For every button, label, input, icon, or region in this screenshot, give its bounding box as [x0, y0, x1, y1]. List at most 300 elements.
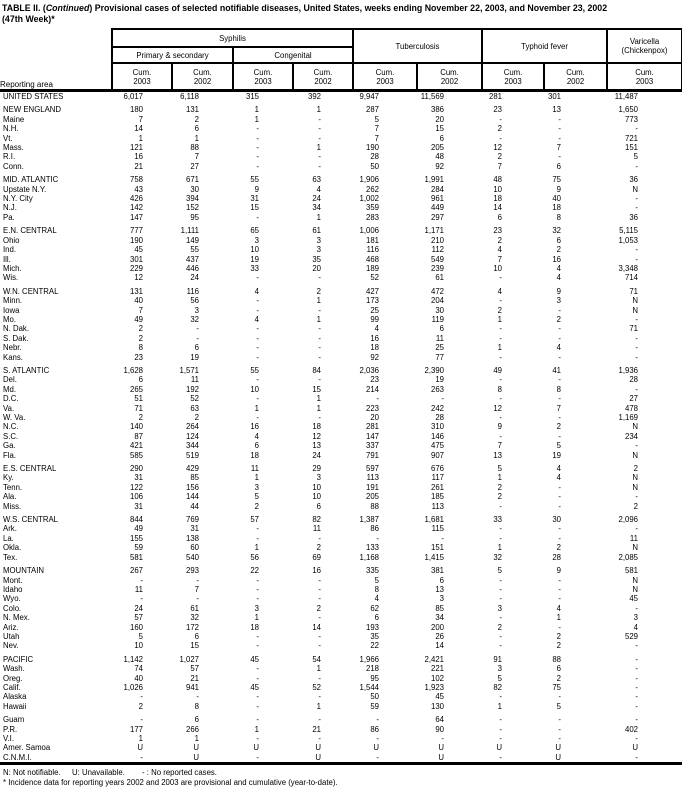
- value-cell: 394: [185, 194, 199, 204]
- value-cell: 61: [435, 273, 445, 283]
- reporting-area-cell: Ohio: [3, 235, 20, 245]
- value-cell: -: [256, 375, 259, 385]
- value-cell: 529: [625, 631, 639, 641]
- value-cell: 40: [134, 296, 143, 306]
- value-cell: -: [635, 715, 639, 725]
- value-cell: 49: [493, 365, 503, 375]
- value-cell: 21: [312, 724, 321, 734]
- value-cell: 1: [254, 543, 259, 553]
- value-cell: -: [558, 724, 562, 734]
- value-cell: 2: [633, 501, 639, 511]
- table-row: [0, 185, 682, 194]
- value-cell: 13: [493, 450, 503, 460]
- value-cell: 478: [625, 403, 639, 413]
- value-cell: -: [318, 124, 321, 134]
- value-cell: 1,171: [424, 226, 445, 236]
- value-cell: 23: [134, 352, 143, 362]
- value-cell: -: [635, 692, 639, 702]
- value-cell: 2: [556, 673, 562, 683]
- value-cell: 8: [138, 343, 143, 353]
- value-cell: 45: [250, 682, 259, 692]
- value-cell: 13: [435, 584, 445, 594]
- value-cell: 6: [374, 613, 379, 623]
- value-cell: -: [499, 273, 503, 283]
- reporting-area-cell: S. Dak.: [3, 333, 29, 343]
- value-cell: 5: [633, 152, 639, 162]
- value-cell: 18: [250, 450, 259, 460]
- table-row: [0, 702, 682, 711]
- table-row: [0, 264, 682, 273]
- reporting-area-cell: Wash.: [3, 664, 25, 674]
- reporting-area-cell: Conn.: [3, 161, 24, 171]
- table-row: [0, 594, 682, 603]
- value-cell: 1: [316, 314, 321, 324]
- value-cell: 32: [190, 613, 199, 623]
- value-cell: -: [558, 492, 562, 502]
- value-cell: -: [499, 715, 503, 725]
- value-cell: 3: [556, 296, 562, 306]
- table-row: [0, 143, 682, 152]
- value-cell: 1: [316, 296, 321, 306]
- value-cell: 8: [374, 584, 379, 594]
- value-cell: 11,487: [614, 92, 639, 101]
- value-cell: -: [256, 143, 259, 153]
- value-cell: -: [256, 533, 259, 543]
- reporting-area-cell: NEW ENGLAND: [3, 105, 62, 115]
- value-cell: 4: [254, 314, 259, 324]
- value-cell: 12: [493, 143, 503, 153]
- value-cell: 24: [312, 194, 321, 204]
- value-cell: -: [499, 575, 503, 585]
- value-cell: -: [376, 752, 379, 762]
- value-cell: -: [318, 715, 321, 725]
- reporting-area-cell: PACIFIC: [3, 654, 34, 664]
- value-cell: 1: [138, 133, 143, 143]
- value-cell: 6: [439, 575, 445, 585]
- value-cell: -: [635, 203, 639, 213]
- value-cell: 1,002: [359, 194, 379, 204]
- value-cell: 386: [431, 105, 445, 115]
- subcol-header-4: Cum. 2003: [353, 63, 417, 91]
- value-cell: 1: [316, 143, 321, 153]
- reporting-area-cell: Guam: [3, 715, 25, 725]
- value-cell: 77: [435, 352, 445, 362]
- value-cell: 2: [316, 603, 321, 613]
- value-cell: 32: [190, 314, 199, 324]
- reporting-area-cell: Del.: [3, 375, 17, 385]
- reporting-area-cell: Idaho: [3, 584, 23, 594]
- reporting-area-cell: Kans.: [3, 352, 23, 362]
- value-cell: 59: [370, 701, 379, 711]
- table-row: [0, 613, 682, 622]
- value-cell: 71: [134, 403, 143, 413]
- value-cell: 6: [439, 324, 445, 334]
- value-cell: 773: [625, 114, 639, 124]
- value-cell: 10: [312, 482, 321, 492]
- value-cell: 4: [497, 245, 503, 255]
- value-cell: 4: [556, 603, 562, 613]
- value-cell: -: [256, 701, 259, 711]
- value-cell: 1: [497, 314, 503, 324]
- value-cell: 1: [194, 133, 199, 143]
- value-cell: 549: [431, 254, 445, 264]
- value-cell: 155: [129, 533, 143, 543]
- value-cell: -: [558, 352, 562, 362]
- table-row: [0, 124, 682, 133]
- value-cell: 2: [138, 324, 143, 334]
- value-cell: 57: [250, 515, 259, 525]
- value-cell: 267: [129, 566, 143, 576]
- value-cell: 59: [134, 543, 143, 553]
- reporting-area-cell: P.R.: [3, 724, 18, 734]
- value-cell: 6: [194, 715, 199, 725]
- value-cell: 151: [431, 543, 445, 553]
- value-cell: 1,415: [424, 552, 445, 562]
- value-cell: 116: [366, 245, 379, 255]
- value-cell: 1,142: [123, 654, 143, 664]
- value-cell: 7: [374, 133, 379, 143]
- value-cell: -: [256, 692, 259, 702]
- value-cell: 218: [365, 664, 379, 674]
- value-cell: -: [558, 734, 562, 743]
- reporting-area-cell: N.Y. City: [3, 194, 33, 204]
- value-cell: 758: [129, 175, 143, 185]
- value-cell: 13: [552, 105, 562, 115]
- value-cell: 1,681: [424, 515, 445, 525]
- value-cell: 115: [431, 524, 445, 534]
- value-cell: -: [256, 641, 259, 651]
- value-cell: 36: [629, 212, 639, 222]
- value-cell: -: [635, 682, 639, 692]
- reporting-area-cell: Mich.: [3, 263, 22, 273]
- value-cell: 234: [625, 431, 639, 441]
- value-cell: 6: [194, 631, 199, 641]
- value-cell: 1,544: [359, 682, 379, 692]
- value-cell: 6: [254, 441, 259, 451]
- value-cell: N: [632, 543, 639, 553]
- reporting-area-cell: W.S. CENTRAL: [3, 515, 59, 525]
- value-cell: 144: [185, 492, 199, 502]
- value-cell: 146: [431, 431, 445, 441]
- table-row: [0, 492, 682, 501]
- value-cell: 24: [190, 273, 199, 283]
- value-cell: 102: [431, 673, 445, 683]
- value-cell: -: [499, 734, 503, 743]
- reporting-area-cell: V.I.: [3, 734, 14, 743]
- reporting-area-cell: Ark.: [3, 524, 17, 534]
- value-cell: 446: [185, 263, 199, 273]
- reporting-area-cell: Va.: [3, 403, 15, 413]
- value-cell: -: [635, 314, 639, 324]
- value-cell: 160: [129, 622, 143, 632]
- value-cell: 2: [194, 413, 199, 422]
- value-cell: 5: [556, 701, 562, 711]
- value-cell: -: [256, 273, 259, 283]
- value-cell: -: [256, 212, 259, 222]
- value-cell: 263: [431, 384, 445, 394]
- subcol-header-3: Cum. 2002: [293, 63, 353, 91]
- value-cell: -: [499, 584, 503, 594]
- value-cell: 24: [134, 603, 143, 613]
- value-cell: U: [315, 752, 321, 762]
- value-cell: 20: [370, 413, 379, 422]
- value-cell: 156: [185, 482, 199, 492]
- value-cell: 22: [250, 566, 259, 576]
- reporting-area-cell: Md.: [3, 384, 16, 394]
- value-cell: U: [438, 743, 445, 753]
- value-cell: 7: [556, 143, 562, 153]
- value-cell: 1: [316, 664, 321, 674]
- value-cell: N: [632, 305, 639, 315]
- value-cell: 92: [370, 352, 379, 362]
- value-cell: 472: [431, 286, 445, 296]
- reporting-area-cell: Okla.: [3, 543, 22, 553]
- value-cell: -: [256, 664, 259, 674]
- value-cell: 1: [254, 613, 259, 623]
- value-cell: 12: [134, 273, 143, 283]
- value-cell: 4: [556, 273, 562, 283]
- value-cell: 177: [129, 724, 143, 734]
- value-cell: 1,026: [123, 682, 143, 692]
- value-cell: -: [256, 413, 259, 422]
- value-cell: 2: [138, 701, 143, 711]
- value-cell: -: [376, 533, 379, 543]
- value-cell: U: [438, 752, 445, 762]
- value-cell: 29: [312, 464, 321, 474]
- value-cell: 4: [556, 464, 562, 474]
- value-cell: 2: [138, 333, 143, 343]
- value-cell: 7: [497, 161, 503, 171]
- value-cell: -: [499, 114, 503, 124]
- value-cell: -: [376, 734, 379, 743]
- value-cell: 90: [435, 724, 445, 734]
- table-row: [0, 623, 682, 632]
- value-cell: 242: [431, 403, 445, 413]
- value-cell: 3: [194, 305, 199, 315]
- value-cell: 147: [365, 431, 379, 441]
- value-cell: 23: [370, 375, 379, 385]
- value-cell: 5: [374, 114, 379, 124]
- value-cell: 25: [370, 305, 379, 315]
- value-cell: -: [499, 631, 503, 641]
- section-total-row: [0, 366, 682, 375]
- value-cell: 1: [497, 473, 503, 483]
- table-row: [0, 162, 682, 171]
- value-cell: 3: [316, 235, 321, 245]
- value-cell: 15: [190, 641, 199, 651]
- value-cell: 239: [431, 263, 445, 273]
- reporting-area-cell: Miss.: [3, 501, 22, 511]
- value-cell: 381: [431, 566, 445, 576]
- value-cell: 426: [129, 194, 143, 204]
- value-cell: -: [256, 734, 259, 743]
- value-cell: -: [140, 575, 143, 585]
- value-cell: 21: [190, 673, 199, 683]
- value-cell: -: [256, 594, 259, 604]
- value-cell: 4: [254, 286, 259, 296]
- reporting-area-cell: Ky.: [3, 473, 14, 483]
- value-cell: -: [256, 133, 259, 143]
- value-cell: 28: [370, 152, 379, 162]
- table-row: [0, 203, 682, 212]
- value-cell: 19: [190, 352, 199, 362]
- reporting-area-cell: Pa.: [3, 212, 15, 222]
- value-cell: 2: [556, 543, 562, 553]
- value-cell: 31: [134, 473, 143, 483]
- value-cell: -: [441, 734, 445, 743]
- value-cell: 223: [365, 403, 379, 413]
- varicella-line1: Varicella: [629, 37, 660, 46]
- value-cell: -: [499, 394, 503, 404]
- value-cell: -: [318, 333, 321, 343]
- footnote-u: U: Unavailable.: [72, 768, 125, 778]
- value-cell: 1,936: [618, 365, 639, 375]
- value-cell: 8: [556, 212, 562, 222]
- value-cell: 31: [250, 194, 259, 204]
- value-cell: 721: [625, 133, 639, 143]
- value-cell: 1,006: [359, 226, 379, 236]
- reporting-area-cell: Alaska: [3, 692, 27, 702]
- reporting-area-cell: Oreg.: [3, 673, 23, 683]
- value-cell: -: [499, 533, 503, 543]
- value-cell: -: [256, 352, 259, 362]
- value-cell: 91: [493, 654, 503, 664]
- value-cell: 33: [493, 515, 503, 525]
- value-cell: 2,096: [618, 515, 639, 525]
- value-cell: 1: [254, 114, 259, 124]
- value-cell: 581: [625, 566, 639, 576]
- value-cell: -: [499, 524, 503, 534]
- value-cell: 2,421: [424, 654, 445, 664]
- value-cell: 87: [134, 431, 143, 441]
- value-cell: 540: [185, 552, 199, 562]
- table-title: TABLE II. (Continued) Provisional cases of selected notifiable diseases, United States, weeks ending November 22, 2003, and November 23, 2002 (47th Week)*: [2, 3, 608, 24]
- table-row: [0, 245, 682, 254]
- value-cell: 6: [439, 133, 445, 143]
- section-total-row: [0, 226, 682, 235]
- value-cell: N: [632, 575, 639, 585]
- value-cell: 6: [556, 235, 562, 245]
- value-cell: -: [318, 114, 321, 124]
- value-cell: 214: [365, 384, 379, 394]
- value-cell: -: [635, 245, 639, 255]
- value-cell: 61: [190, 603, 199, 613]
- value-cell: 2: [497, 482, 503, 492]
- value-cell: 43: [134, 184, 143, 194]
- value-cell: -: [318, 305, 321, 315]
- value-cell: 359: [365, 203, 379, 213]
- value-cell: -: [558, 584, 562, 594]
- reporting-area-cell: Vt.: [3, 133, 13, 143]
- value-cell: 191: [365, 482, 379, 492]
- value-cell: 10: [493, 263, 503, 273]
- value-cell: 1: [138, 734, 143, 743]
- value-cell: 8: [556, 384, 562, 394]
- value-cell: -: [318, 375, 321, 385]
- section-total-row: [0, 287, 682, 296]
- value-cell: U: [632, 743, 639, 753]
- value-cell: 261: [431, 482, 445, 492]
- table-row: [0, 604, 682, 613]
- value-cell: -: [558, 413, 562, 422]
- value-cell: 1,628: [123, 365, 143, 375]
- reporting-area-cell: Minn.: [3, 296, 23, 306]
- congenital-header: Congenital: [233, 47, 353, 63]
- subcol-header-0: Cum. 2003: [112, 63, 172, 91]
- reporting-area-header: Reporting area: [0, 29, 112, 91]
- value-cell: 11: [250, 464, 259, 474]
- value-cell: -: [558, 305, 562, 315]
- value-cell: 769: [185, 515, 199, 525]
- table-row: [0, 534, 682, 543]
- value-cell: 55: [190, 245, 199, 255]
- value-cell: 44: [190, 501, 199, 511]
- value-cell: 1: [254, 724, 259, 734]
- value-cell: 265: [129, 384, 143, 394]
- value-cell: 3: [439, 594, 445, 604]
- value-cell: 142: [129, 203, 143, 213]
- value-cell: U: [137, 743, 143, 753]
- value-cell: 49: [134, 524, 143, 534]
- table-row: [0, 441, 682, 450]
- subcol-header-5: Cum. 2002: [417, 63, 482, 91]
- reporting-area-cell: Mass.: [3, 143, 24, 153]
- value-cell: 585: [129, 450, 143, 460]
- value-cell: -: [140, 594, 143, 604]
- value-cell: 112: [431, 245, 445, 255]
- value-cell: -: [558, 482, 562, 492]
- reporting-area-cell: Utah: [3, 631, 20, 641]
- value-cell: -: [256, 152, 259, 162]
- value-cell: -: [635, 673, 639, 683]
- value-cell: -: [558, 114, 562, 124]
- value-cell: 3: [316, 473, 321, 483]
- value-cell: 23: [493, 105, 503, 115]
- value-cell: 9: [497, 422, 503, 432]
- subcol-header-2: Cum. 2003: [233, 63, 293, 91]
- value-cell: 14: [435, 641, 445, 651]
- value-cell: 55: [250, 175, 259, 185]
- value-cell: 4: [497, 286, 503, 296]
- value-cell: 14: [312, 622, 321, 632]
- reporting-area-cell: Ill.: [3, 254, 11, 264]
- value-cell: 421: [129, 441, 143, 451]
- value-cell: 84: [312, 365, 321, 375]
- value-cell: 45: [629, 594, 639, 604]
- value-cell: 151: [625, 143, 639, 153]
- table-row: [0, 543, 682, 552]
- value-cell: 122: [129, 482, 143, 492]
- value-cell: 5: [497, 673, 503, 683]
- reporting-area-cell: Colo.: [3, 603, 22, 613]
- value-cell: 6: [497, 212, 503, 222]
- footnote-asterisk: * Incidence data for reporting years 2002 and 2003 are provisional and cumulative (year-to-date).: [3, 777, 338, 787]
- value-cell: 88: [190, 143, 199, 153]
- value-cell: 2: [497, 124, 503, 134]
- value-cell: -: [318, 575, 321, 585]
- value-cell: 24: [312, 450, 321, 460]
- table-row: [0, 134, 682, 143]
- value-cell: 2: [556, 314, 562, 324]
- value-cell: -: [318, 324, 321, 334]
- value-cell: 52: [312, 682, 321, 692]
- reporting-area-cell: S.C.: [3, 431, 19, 441]
- value-cell: 10: [493, 184, 503, 194]
- value-cell: 10: [312, 492, 321, 502]
- tuberculosis-group-header: Tuberculosis: [353, 29, 482, 63]
- value-cell: -: [318, 413, 321, 422]
- value-cell: 714: [625, 273, 639, 283]
